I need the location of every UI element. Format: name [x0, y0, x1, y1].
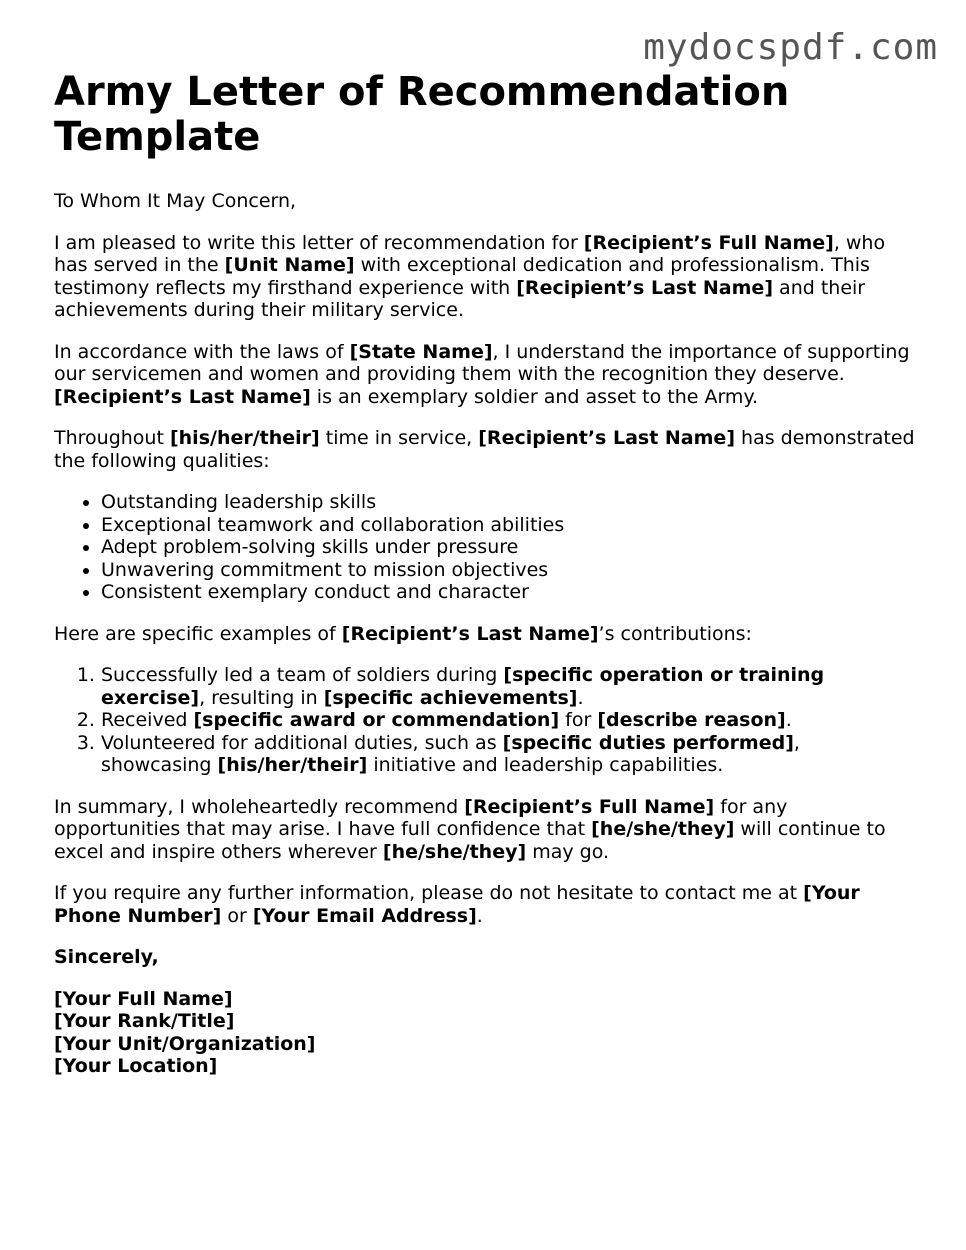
text: is an exemplary soldier and asset to the Army.	[310, 385, 759, 408]
letter-document	[54, 70, 916, 1097]
placeholder-duties: [specific duties performed]	[502, 731, 794, 754]
placeholder-recipient-full-name: [Recipient’s Full Name]	[583, 231, 834, 254]
page-title: Army Letter of Recommendation Template	[54, 69, 790, 160]
placeholder-state-name: [State Name]	[349, 340, 493, 363]
text: , I understand the importance of supporting our servicemen and women and providing them with the recognition they deserve.	[54, 340, 910, 385]
placeholder-email-address: [Your Email Address]	[252, 904, 477, 927]
text: may go.	[526, 840, 610, 863]
examples-intro-paragraph	[54, 623, 916, 646]
text: Received	[101, 709, 194, 731]
text: , resulting in	[199, 686, 324, 709]
placeholder-operation: [specific operation or training exercise]	[101, 664, 825, 709]
text: I am pleased to write this letter of recommendation for	[54, 231, 584, 254]
text: .	[476, 904, 483, 927]
placeholder-recipient-last-name: [Recipient’s Last Name]	[478, 427, 736, 449]
list-item: • Unwavering commitment to mission objectives	[101, 559, 916, 582]
text: and their achievements during their military service.	[54, 276, 866, 321]
text: for any opportunities that may arise. I have full confidence that	[54, 795, 788, 840]
closing-text: Sincerely,	[54, 946, 159, 968]
list-item	[101, 732, 916, 777]
placeholder-recipient-last-name: [Recipient’s Last Name]	[54, 385, 311, 408]
text: Successfully led a team of soldiers during	[101, 664, 504, 686]
signature-location: [Your Location]	[54, 1055, 218, 1077]
text: ’s contributions:	[598, 622, 752, 645]
signature-unit: [Your Unit/Organization]	[54, 1032, 316, 1055]
qualities-intro-paragraph	[54, 427, 916, 472]
text: with exceptional dedication and professionalism. This testimony reflects my firsthand experience with	[54, 254, 870, 299]
placeholder-unit-name: [Unit Name]	[224, 254, 355, 276]
text: initiative and leadership capabilities.	[367, 754, 724, 776]
text: or	[221, 904, 253, 927]
placeholder-pronoun: [he/she/they]	[382, 840, 527, 863]
text: has demonstrated the following qualities:	[54, 427, 915, 472]
list-item: • Exceptional teamwork and collaboration abilities	[101, 514, 916, 537]
text: will continue to excel and inspire others wherever	[54, 818, 886, 863]
placeholder-award: [specific award or commendation]	[193, 709, 560, 731]
text: Throughout	[54, 427, 170, 449]
text: , who has served in the	[54, 231, 886, 276]
signature-block	[54, 988, 916, 1078]
intro-paragraph	[54, 232, 916, 322]
placeholder-achievements: [specific achievements]	[323, 686, 578, 709]
state-paragraph	[54, 341, 916, 409]
list-item: • Consistent exemplary conduct and character	[101, 581, 916, 604]
salutation: To Whom It May Concern,	[54, 190, 297, 212]
placeholder-pronoun: [his/her/their]	[217, 754, 368, 776]
text: .	[577, 686, 584, 709]
list-item	[101, 664, 916, 709]
placeholder-pronoun: [his/her/their]	[169, 427, 320, 449]
text: Here are specific examples of	[54, 622, 342, 645]
placeholder-pronoun: [he/she/they]	[591, 818, 735, 840]
list-item	[101, 709, 916, 732]
text: for	[559, 709, 598, 731]
closing	[54, 946, 916, 969]
text: In accordance with the laws of	[54, 340, 350, 363]
text: Volunteered for additional duties, such as	[101, 731, 503, 754]
placeholder-phone-number: [Your Phone Number]	[54, 882, 860, 927]
list-item: • Adept problem-solving skills under pressure	[101, 536, 916, 559]
list-item: • Outstanding leadership skills	[101, 491, 916, 514]
placeholder-recipient-full-name: [Recipient’s Full Name]	[464, 795, 715, 818]
text: .	[785, 709, 792, 731]
signature-rank: [Your Rank/Title]	[54, 1010, 235, 1032]
summary-paragraph	[54, 796, 916, 864]
text: If you require any further information, please do not hesitate to contact me at	[54, 882, 804, 904]
text: , showcasing	[101, 731, 800, 776]
contact-paragraph	[54, 882, 916, 927]
text: In summary, I wholeheartedly recommend	[54, 795, 465, 818]
placeholder-recipient-last-name: [Recipient’s Last Name]	[341, 622, 599, 645]
watermark: mydocspdf.com	[643, 27, 938, 68]
signature-name: [Your Full Name]	[54, 987, 233, 1010]
qualities-list	[54, 491, 916, 604]
placeholder-recipient-last-name: [Recipient’s Last Name]	[516, 276, 774, 299]
examples-list	[54, 664, 916, 777]
text: time in service,	[319, 427, 479, 449]
placeholder-reason: [describe reason]	[597, 709, 786, 731]
